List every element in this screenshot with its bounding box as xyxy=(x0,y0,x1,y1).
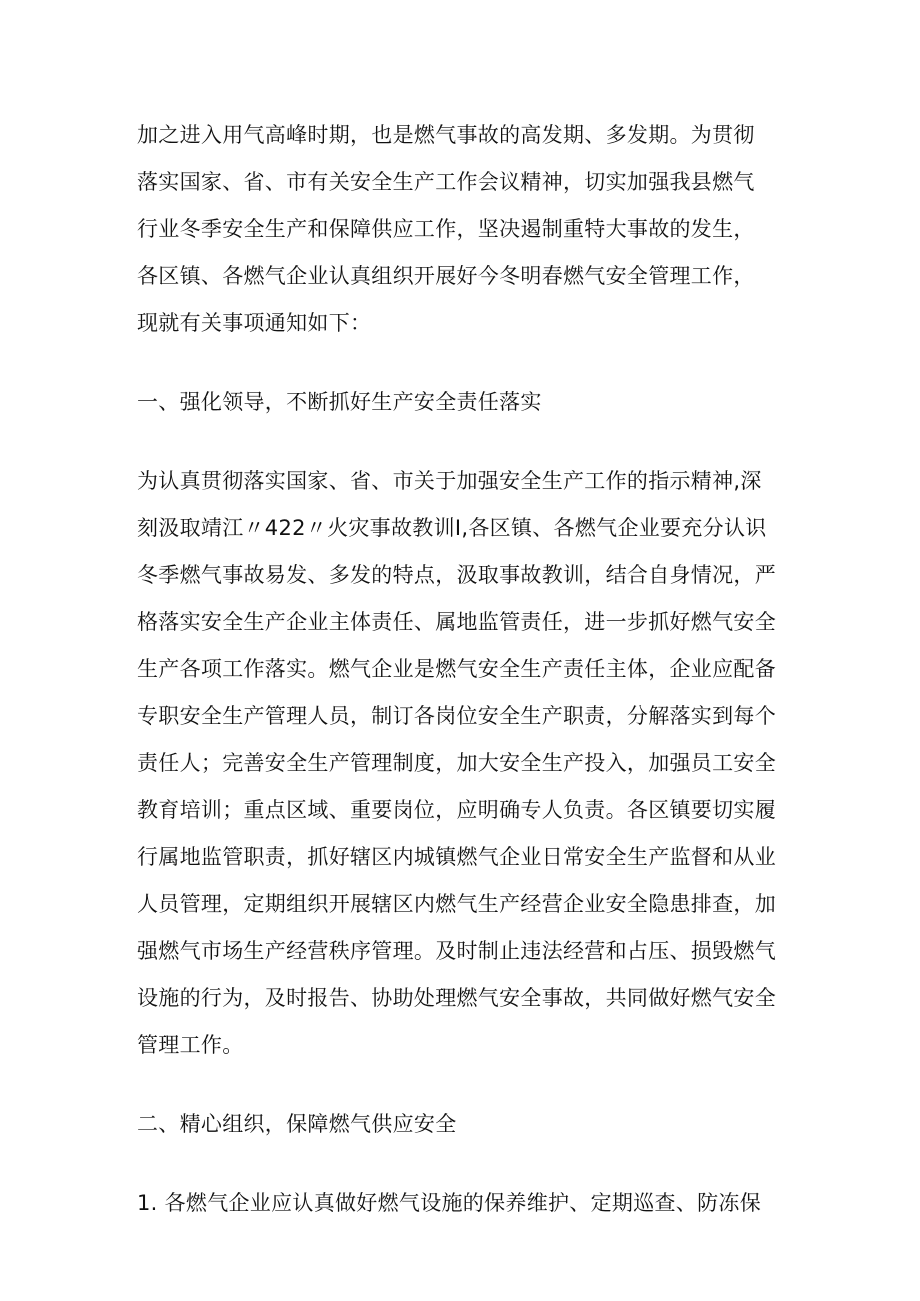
text-line: 格落实安全生产企业主体责任、属地监管责任，进一步抓好燃气安全 xyxy=(137,610,776,634)
text-line: 冬季燃气事故易发、多发的特点，汲取事故教训，结合自身情况，严 xyxy=(137,563,776,587)
text-line: 人员管理，定期组织开展辖区内燃气生产经营企业安全隐患排查，加 xyxy=(137,892,776,916)
text-line: 加之进入用气高峰时期，也是燃气事故的高发期、多发期。为贯彻 xyxy=(137,123,755,147)
section-heading-1: 一、强化领导，不断抓好生产安全责任落实 xyxy=(137,390,542,414)
text-line: 专职安全生产管理人员，制订各岗位安全生产职责，分解落实到每个 xyxy=(137,704,776,728)
text-line: 责任人；完善安全生产管理制度，加大安全生产投入，加强员工安全 xyxy=(137,751,776,775)
paragraph-gap xyxy=(137,1069,797,1101)
text-line: 落实国家、省、市有关安全生产工作会议精神，切实加强我县燃气 xyxy=(137,170,755,194)
text-line: 各区镇、各燃气企业认真组织开展好今冬明春燃气安全管理工作， xyxy=(137,264,755,288)
section-1-paragraph xyxy=(137,458,797,1069)
text-line: 刻汲取靖江〃422〃火灾事故教训I,各区镇、各燃气企业要充分认识 xyxy=(137,516,767,540)
text-line: 行属地监管职责，抓好辖区内城镇燃气企业日常安全生产监督和从业 xyxy=(137,845,776,869)
document-body xyxy=(137,112,797,1227)
paragraph-gap xyxy=(137,426,797,458)
text-line: 现就有关事项通知如下： xyxy=(137,311,372,335)
text-line: 行业冬季安全生产和保障供应工作，坚决遏制重特大事故的发生， xyxy=(137,217,755,241)
intro-paragraph xyxy=(137,112,797,347)
text-line: 教育培训；重点区域、重要岗位，应明确专人负责。各区镇要切实履 xyxy=(137,798,776,822)
text-line: 为认真贯彻落实国家、省、市关于加强安全生产工作的指示精神,深 xyxy=(137,469,762,493)
text-line: 强燃气市场生产经营秩序管理。及时制止违法经营和占压、损毁燃气 xyxy=(137,939,776,963)
paragraph-gap xyxy=(137,347,797,379)
text-line: 1. 各燃气企业应认真做好燃气设施的保养维护、定期巡查、防冻保 xyxy=(137,1191,762,1215)
paragraph-gap xyxy=(137,1148,797,1180)
text-line: 设施的行为，及时报告、协助处理燃气安全事故，共同做好燃气安全 xyxy=(137,986,776,1010)
section-heading-2: 二、精心组织，保障燃气供应安全 xyxy=(137,1112,457,1136)
text-line: 管理工作。 xyxy=(137,1033,244,1057)
section-2-paragraph xyxy=(137,1180,797,1227)
text-line: 生产各项工作落实。燃气企业是燃气安全生产责任主体，企业应配备 xyxy=(137,657,776,681)
